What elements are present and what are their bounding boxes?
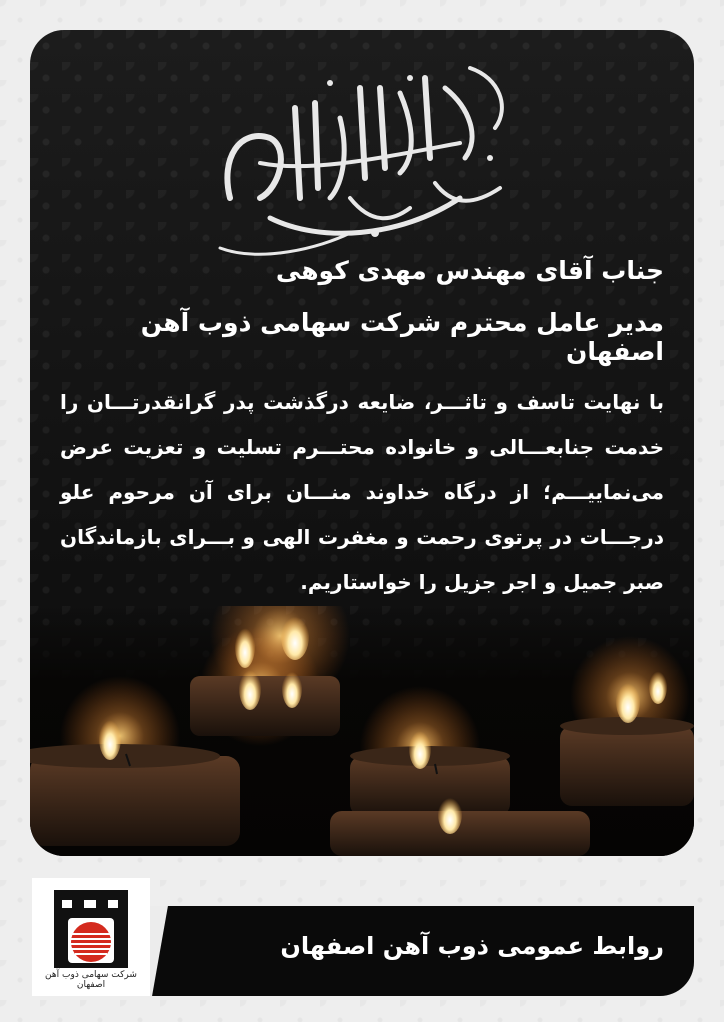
condolence-card: [30, 30, 694, 856]
footer-label: روابط عمومی ذوب آهن اصفهان: [280, 932, 664, 960]
logo-emblem-icon: [32, 878, 150, 978]
recipient-title: مدیر عامل محترم شرکت سهامی ذوب آهن اصفهان: [140, 308, 664, 366]
company-logo: [32, 878, 150, 996]
recipient-name: جناب آقای مهندس مهدی کوهی: [275, 256, 664, 285]
footer-bar: [150, 906, 694, 996]
calligraphy-heading: [200, 48, 530, 258]
candles-image: [30, 606, 694, 856]
condolence-message: با نهایت تاسف و تاثـــر، ضایعه درگذشت پدر گرانقدرتـــان را خدمت جنابعـــالی و خانواده محتـــرم تسلیت و تعزیت عرض می‌نماییـــم؛ از درگاه خداوند منـــان برای آن مرحوم علو درجـــات در پرتوی رحمت و مغفرت الهی و بـــرای بازماندگان صبر جمیل و اجر جزیل را خواستاریم.: [60, 390, 664, 594]
candles-illustration: [30, 606, 694, 856]
logo-caption: شرکت سهامی ذوب آهن اصفهان: [45, 970, 137, 990]
